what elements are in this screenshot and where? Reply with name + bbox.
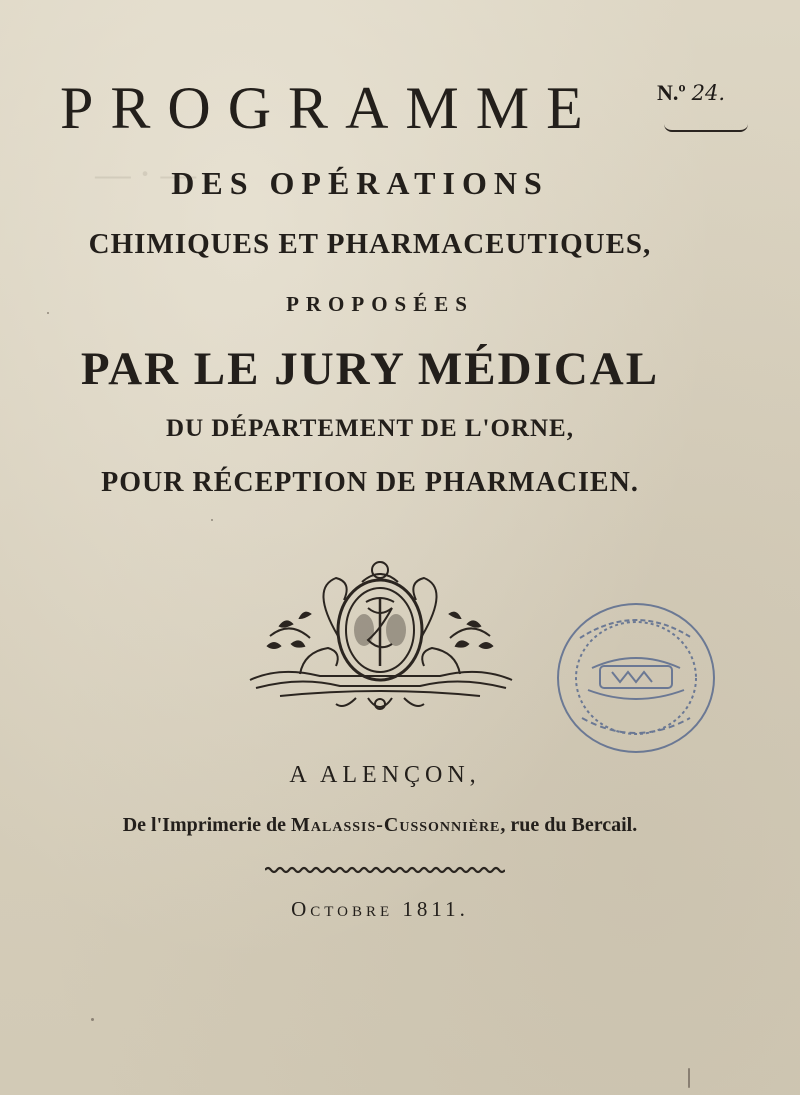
ornament-vignette: [240, 548, 520, 723]
subtitle-department: DU DÉPARTEMENT DE L'ORNE,: [166, 415, 574, 442]
number-label: N.º: [657, 80, 686, 105]
library-stamp: [552, 598, 720, 758]
printer-name: Malassis-Cussonnière: [291, 814, 501, 836]
subtitle-proposed: PROPOSÉES: [286, 292, 474, 316]
show-through-text: — · —: [95, 151, 197, 196]
decorative-rule: [265, 866, 505, 874]
document-number: [657, 80, 725, 106]
number-value: 24.: [691, 81, 726, 105]
document-title: PROGRAMME: [60, 75, 600, 141]
printer-suffix: , rue du Bercail.: [500, 814, 638, 836]
number-underline: [664, 124, 748, 132]
printer-line: [0, 814, 780, 837]
paper-speck: [91, 1018, 94, 1021]
subtitle-operations: DES OPÉRATIONS: [171, 165, 549, 201]
subtitle-purpose: POUR RÉCEPTION DE PHARMACIEN.: [101, 467, 639, 498]
printer-prefix: De l'Imprimerie de: [122, 814, 287, 836]
paper-speck: [47, 312, 49, 314]
place-of-printing: A ALENÇON,: [289, 762, 481, 788]
publication-date: Octobre 1811.: [291, 897, 469, 921]
paper-speck: [688, 1068, 690, 1088]
subtitle-subjects: CHIMIQUES ET PHARMACEUTIQUES,: [88, 228, 652, 260]
subtitle-jury: PAR LE JURY MÉDICAL: [80, 343, 660, 395]
paper-speck: [211, 519, 213, 521]
